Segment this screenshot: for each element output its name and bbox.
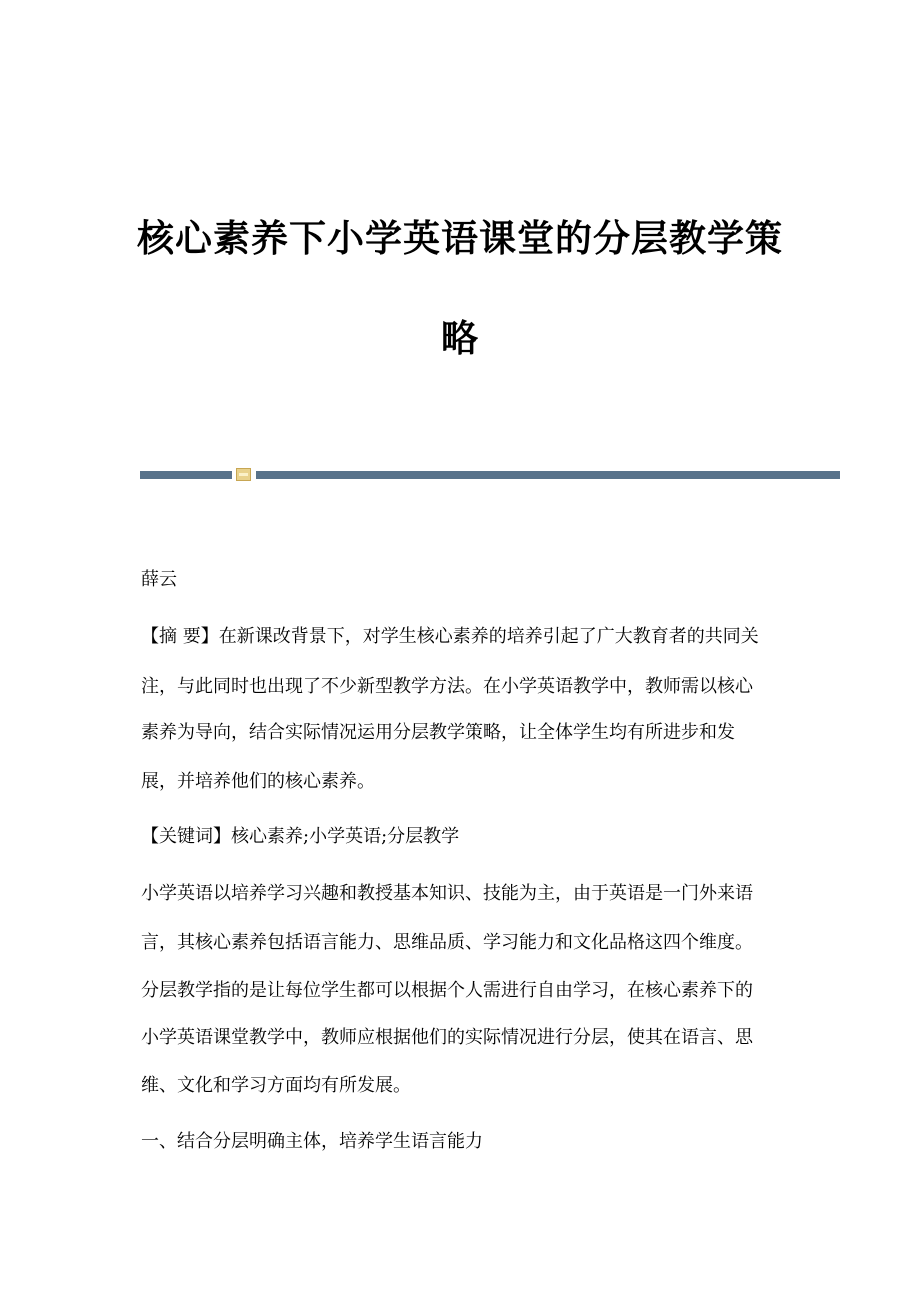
abstract-line: 素养为导向，结合实际情况运用分层教学策略，让全体学生均有所进步和发	[141, 722, 735, 743]
abstract-line: 展，并培养他们的核心素养。	[141, 771, 375, 792]
abstract-line: 注，与此同时也出现了不少新型教学方法。在小学英语教学中，教师需以核心	[141, 676, 753, 697]
body-paragraph-line: 言，其核心素养包括语言能力、思维品质、学习能力和文化品格这四个维度。	[141, 932, 753, 953]
body-paragraph-line: 分层教学指的是让每位学生都可以根据个人需进行自由学习，在核心素养下的	[141, 980, 753, 1001]
section-heading: 一、结合分层明确主体，培养学生语言能力	[141, 1131, 483, 1152]
page-title: 核心素养下小学英语课堂的分层教学策	[137, 216, 783, 260]
title-divider-right	[256, 471, 840, 479]
author-name: 薛云	[141, 569, 177, 590]
body-paragraph-line: 小学英语课堂教学中，教师应根据他们的实际情况进行分层，使其在语言、思	[141, 1027, 753, 1048]
page-title-continuation: 略	[441, 316, 479, 360]
body-paragraph-line: 维、文化和学习方面均有所发展。	[141, 1075, 411, 1096]
keywords: 【关键词】核心素养;小学英语;分层教学	[141, 826, 460, 847]
title-divider-left	[140, 471, 232, 479]
divider-ornament-icon	[236, 468, 251, 481]
abstract-line: 【摘 要】在新课改背景下，对学生核心素养的培养引起了广大教育者的共同关	[141, 626, 759, 647]
body-paragraph-line: 小学英语以培养学习兴趣和教授基本知识、技能为主，由于英语是一门外来语	[141, 883, 753, 904]
